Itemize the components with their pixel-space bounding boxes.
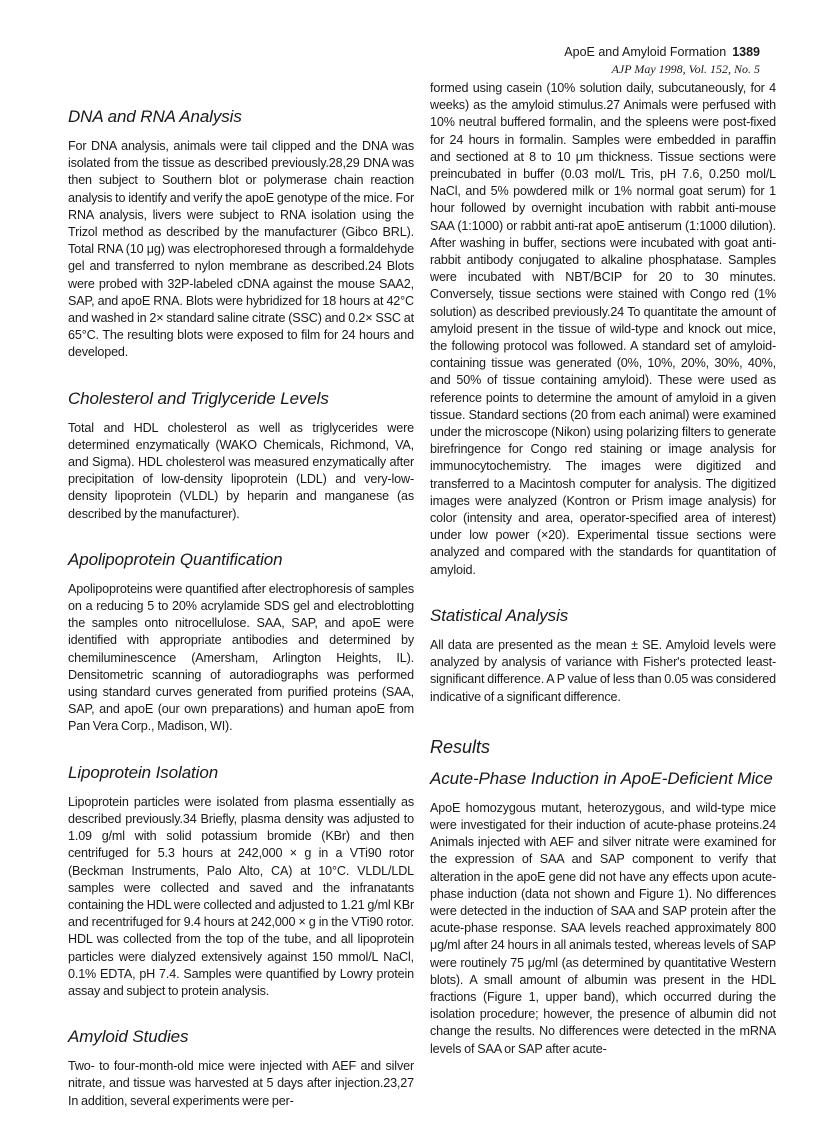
section-title: Lipoprotein Isolation (68, 762, 219, 782)
continuation-body: formed using casein (10% solution daily, subcutaneously, for 4 weeks) as the amyloid stimulus.27 Animals were perfused with 10% neutral buffered formalin, and the spleens were post-fixed for 24 hours in formalin. Samples were embedded in paraffin and sectioned at 8 to 10 μm thickness. Tissue sections were preincubated in buffer (0.03 mol/L Tris, pH 7.6, 0.250 mol/L NaCl, and 5% powdered milk or 1% normal goat serum) for 1 hour followed by overnight incubation with rabbit anti-mouse SAA (1:1000) or rabbit anti-rat apoE antiserum (1:1000 dilution). After washing in buffer, sections were incubated with goat anti-rabbit antibody conjugated to alkaline phosphatase. Samples were incubated with NBT/BCIP for 20 to 30 minutes. Conversely, tissue sections were stained with Congo red (1% solution) as described previously.24 To quantitate the amount of amyloid present in the tissue of wild-type and knock out mice, the following protocol was followed. A standard set of amyloid-containing tissue was generated (0%, 10%, 20%, 30%, 40%, and 50% of tissue containing amyloid). These were used as reference points to determine the amount of amyloid in a given tissue. Standard sections (20 from each animal) were examined under the microscope (Nikon) using polarizing filters to generate birefringence for Congo red staining or image analysis for immunocytochemistry. The images were digitized and transferred to a Macintosh computer for analysis. The digitized images were analyzed (Kontron or Prism image analysis) for color (intensity and area, operator-specified area of interest) under low power (×20). Experimental tissue sections were analyzed and compared with the standards for quantitation of amyloid. (430, 81, 776, 577)
section-amyloid-studies (68, 1026, 414, 1110)
page-number: 1389 (732, 45, 760, 59)
section-body: ApoE homozygous mutant, heterozygous, and wild-type mice were investigated for their induction of acute-phase proteins.24 Animals injected with AEF and silver nitrate were examined for the expression of SAA and SAP component to verify that alteration in the apoE gene did not have any effects upon acute-phase induction (data not shown and Figure 1). No differences were detected in the induction of SAA and SAP protein after the acute-phase response. SAA levels reached approximately 800 μg/ml after 24 hours in all animals tested, whereas levels of SAP were routinely 75 μg/ml (as determined by quantitative Western blots). A small amount of albumin was present in the HDL fractions (Figure 1, upper band), which occurred during the isolation procedure; however, the presence of albumin did not change the results. No differences were detected in the mRNA levels of SAA or SAP after acute- (430, 800, 776, 1056)
section-title: Acute-Phase Induction in ApoE-Deficient Mice (430, 768, 773, 788)
section-body: Apolipoproteins were quantified after electrophoresis of samples on a reducing 5 to 20% acrylamide SDS gel and electroblotting the samples onto nitrocellulose. SAA, SAP, and apoE were identified with appropriate antibodies and determined by chemiluminescence (Amersham, Arlington Heights, IL). Densitometric scanning of autoradiographs was performed using standard curves generated from purified proteins (SAA, SAP, and apoE (our own preparations) and human apoE from Pan Vera Corp., Madison, WI). (68, 581, 414, 734)
section-body: Two- to four-month-old mice were injected with AEF and silver nitrate, and tissue was harvested at 5 days after injection.23,27 In addition, several experiments were per- (68, 1059, 414, 1108)
left-column (68, 80, 414, 1131)
section-cholesterol-triglyceride (68, 388, 414, 523)
section-amyloid-studies-continued (430, 80, 776, 579)
section-body: Lipoprotein particles were isolated from plasma essentially as described previously.34 Briefly, plasma density was adjusted to 1.09 g/ml with solid potassium bromide (KBr) and then centrifuged for 5.3 hours at 242,000 × g in a VTi90 rotor (Beckman Instruments, Palo Alto, CA) at 10°C. VLDL/LDL samples were collected and saved and the infranatants containing the HDL were collected and adjusted to 1.21 g/ml KBr and recentrifuged for 9.4 hours at 242,000 × g in the VTi90 rotor. HDL was collected from the top of the tube, and all lipoprotein particles were dialyzed extensively against 150 mmol/L NaCl, 0.1% EDTA, pH 7.4. Samples were quantified by Lowry protein assay and subject to protein analysis. (68, 794, 414, 998)
header-title-line (564, 44, 760, 61)
section-title: Apolipoprotein Quantification (68, 549, 283, 569)
running-title: ApoE and Amyloid Formation (564, 45, 727, 59)
results-heading: Results (430, 736, 491, 757)
section-dna-rna-analysis (68, 106, 414, 362)
section-apolipoprotein-quantification (68, 549, 414, 736)
running-header (564, 44, 760, 78)
section-lipoprotein-isolation (68, 762, 414, 1000)
right-column (430, 80, 776, 1079)
section-title: DNA and RNA Analysis (68, 107, 242, 126)
section-body: Total and HDL cholesterol as well as triglycerides were determined enzymatically (WAKO Chemicals, Richmond, VA, and Sigma). HDL cholesterol was measured enzymatically after precipitation of low-density lipoprotein (LDL) and very-low-density lipoprotein (VLDL) by heparin and manganese (as described by the manufacturer). (68, 420, 414, 521)
section-title: Cholesterol and Triglyceride Levels (68, 388, 329, 408)
section-results (430, 736, 776, 1058)
section-statistical-analysis (430, 605, 776, 706)
section-body: All data are presented as the mean ± SE. Amyloid levels were analyzed by analysis of variance with Fisher's protected least-significant difference. A P value of less than 0.05 was considered indicative of a significant difference. (430, 637, 776, 704)
section-title: Statistical Analysis (430, 605, 569, 625)
section-title: Amyloid Studies (68, 1027, 189, 1047)
section-body: For DNA analysis, animals were tail clipped and the DNA was isolated from the tissue as described previously.28,29 DNA was then subject to Southern blot or polymerase chain reaction analysis to identify and verify the apoE genotype of the mice. For RNA analysis, livers were subject to RNA isolation using the Trizol method as described by the manufacturer (Gibco BRL). Total RNA (10 μg) was electrophoresed through a formaldehyde gel and transferred to nylon membrane as described.24 Blots were probed with 32P-labeled cDNA against the mouse SAA2, SAP, and apoE RNA. Blots were hybridized for 18 hours at 42°C and washed in 2× standard saline citrate (SSC) and 0.2× SSC at 65°C. The resulting blots were exposed to film for 24 hours and developed. (68, 139, 414, 360)
journal-citation: AJP May 1998, Vol. 152, No. 5 (611, 62, 760, 76)
